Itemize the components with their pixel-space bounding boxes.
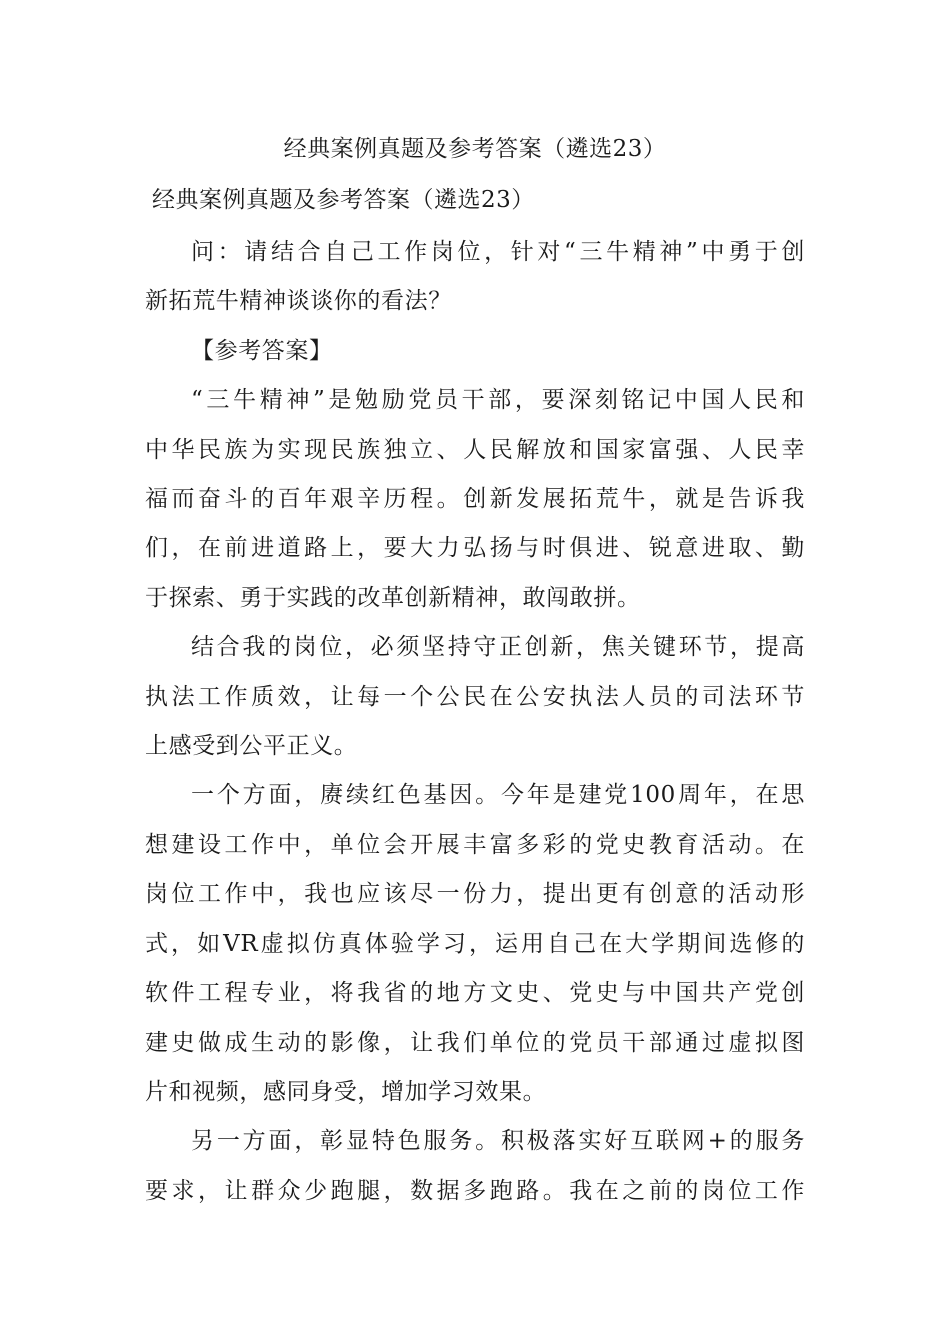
question-line: 新拓荒牛精神谈谈你的看法？ [145, 288, 452, 315]
document-subtitle: 经典案例真题及参考答案（遴选23） [152, 187, 535, 213]
paragraph-line: 要求，让群众少跑腿，数据多跑路。我在之前的岗位工作 [145, 1177, 805, 1204]
paragraph-line: 另一方面，彰显特色服务。积极落实好互联网+的服务 [191, 1128, 805, 1155]
paragraph-line: 上感受到公平正义。 [145, 733, 358, 760]
paragraph-line: 软件工程专业，将我省的地方文史、党史与中国共产党创 [145, 980, 805, 1007]
paragraph-line: “三牛精神”是勉励党员干部，要深刻铭记中国人民和 [191, 387, 805, 414]
document-body [145, 228, 805, 1216]
answer-paragraph-1 [145, 376, 805, 623]
answer-paragraph-3 [145, 771, 805, 1117]
paragraph-line: 于探索、勇于实践的改革创新精神，敢闯敢拼。 [145, 584, 641, 611]
paragraph-line: 想建设工作中，单位会开展丰富多彩的党史教育活动。在 [145, 831, 805, 858]
paragraph-line: 式，如VR虚拟仿真体验学习，运用自己在大学期间选修的 [145, 930, 805, 957]
answer-paragraph-2 [145, 623, 805, 771]
question-paragraph [145, 228, 805, 327]
paragraph-line: 中华民族为实现民族独立、人民解放和国家富强、人民幸 [145, 436, 805, 463]
paragraph-line: 岗位工作中，我也应该尽一份力，提出更有创意的活动形 [145, 881, 805, 908]
paragraph-line: 结合我的岗位，必须坚持守正创新，焦关键环节，提高 [191, 634, 805, 661]
answer-heading-paragraph [145, 327, 805, 376]
answer-heading: 【参考答案】 [191, 337, 333, 364]
paragraph-line: 执法工作质效，让每一个公民在公安执法人员的司法环节 [145, 683, 805, 710]
paragraph-line: 片和视频，感同身受，增加学习效果。 [145, 1078, 547, 1105]
document-title: 经典案例真题及参考答案（遴选23） [283, 136, 667, 162]
answer-paragraph-4 [145, 1117, 805, 1216]
paragraph-line: 建史做成生动的影像，让我们单位的党员干部通过虚拟图 [145, 1029, 805, 1056]
question-line: 问：请结合自己工作岗位，针对“三牛精神”中勇于创 [191, 239, 805, 265]
paragraph-line: 福而奋斗的百年艰辛历程。创新发展拓荒牛，就是告诉我 [145, 486, 805, 513]
paragraph-line: 一个方面，赓续红色基因。今年是建党100周年，在思 [191, 782, 805, 809]
paragraph-line: 们，在前进道路上，要大力弘扬与时俱进、锐意进取、勤 [145, 535, 805, 562]
